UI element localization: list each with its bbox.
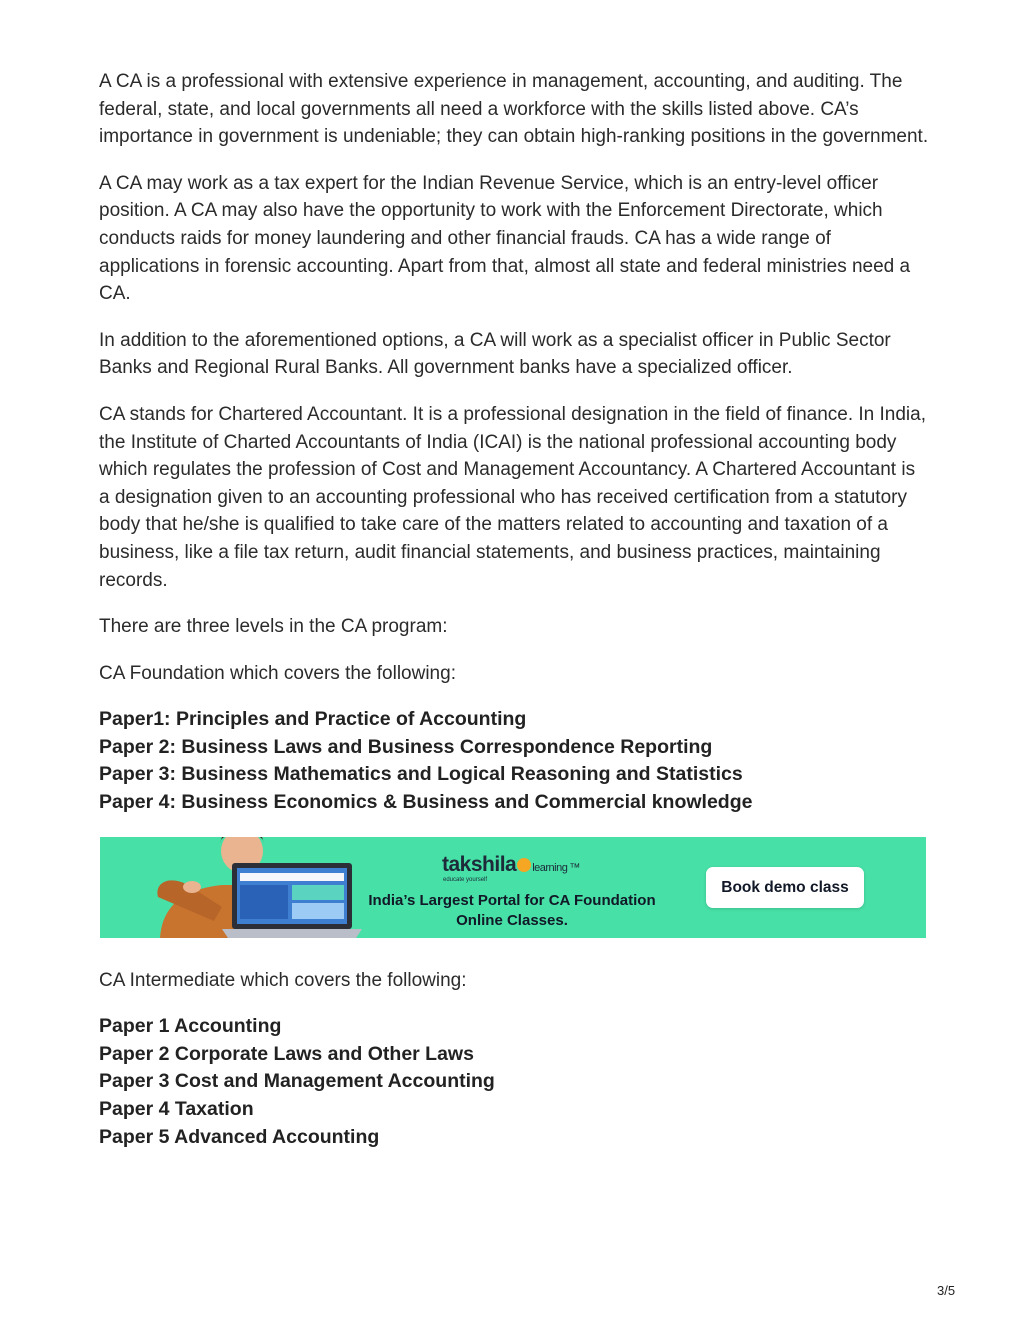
article-body — [99, 68, 929, 1171]
paragraph-ca-professional: A CA is a professional with extensive experience in management, accounting, and auditing. The federal, state, and local governments all need a workforce with the skills listed above. CA’s importance in government is undeniable; they can obtain high-ranking positions in the government. — [99, 71, 929, 148]
paragraph-tax-expert: A CA may work as a tax expert for the Indian Revenue Service, which is an entry-level officer position. A CA may also have the opportunity to work with the Enforcement Directorate, which conducts raids for money laundering and other financial frauds. CA has a wide range of applications in forensic accounting. Apart from that, almost all state and federal ministries need a CA. — [99, 172, 911, 305]
foundation-paper-list — [99, 706, 929, 816]
list-item: Paper 3 Cost and Management Accounting — [99, 1070, 495, 1093]
logo-tagline: educate yourself — [443, 876, 488, 883]
logo-swoosh-icon — [517, 858, 531, 872]
paragraph-foundation-intro: CA Foundation which covers the following: — [99, 662, 456, 684]
intermediate-paper-list — [99, 1013, 929, 1151]
list-item: Paper 2: Business Laws and Business Correspondence Reporting — [99, 735, 713, 758]
book-demo-button[interactable]: Book demo class — [706, 867, 864, 908]
list-item: Paper 2 Corporate Laws and Other Laws — [99, 1042, 474, 1065]
list-item: Paper 4: Business Economics & Business and Commercial knowledge — [99, 791, 753, 814]
person-with-laptop-image — [152, 837, 370, 938]
ad-banner[interactable] — [100, 837, 926, 938]
paragraph-three-levels: There are three levels in the CA program: — [99, 616, 448, 638]
list-item: Paper 4 Taxation — [99, 1098, 254, 1121]
paragraph-intermediate-intro: CA Intermediate which covers the following: — [99, 969, 467, 991]
list-item: Paper1: Principles and Practice of Accounting — [99, 708, 527, 731]
paragraph-ca-definition: CA stands for Chartered Accountant. It is a professional designation in the field of finance. In India, the Institute of Charted Accountants of India (ICAI) is the national professional accounting body which regulates the profession of Cost and Management Accountancy. A Chartered Accountant is a designation given to an accounting professional who has received certification from a statutory body that he/she is qualified to take care of the matters related to accounting and taxation of a business, like a file tax return, audit financial statements, and business practices, maintaining records. — [99, 403, 927, 591]
page-number: 3/5 — [937, 1283, 956, 1298]
list-item: Paper 5 Advanced Accounting — [99, 1125, 380, 1148]
list-item: Paper 1 Accounting — [99, 1015, 282, 1038]
takshila-logo: takshila learning ™ — [442, 852, 581, 876]
paragraph-specialist-officer: In addition to the aforementioned options, a CA will work as a specialist officer in Public Sector Banks and Regional Rural Banks. All government banks have a specialized officer. — [99, 329, 891, 379]
banner-headline: India’s Largest Portal for CA Foundation Online Classes. — [368, 891, 656, 929]
list-item: Paper 3: Business Mathematics and Logical Reasoning and Statistics — [99, 763, 743, 786]
